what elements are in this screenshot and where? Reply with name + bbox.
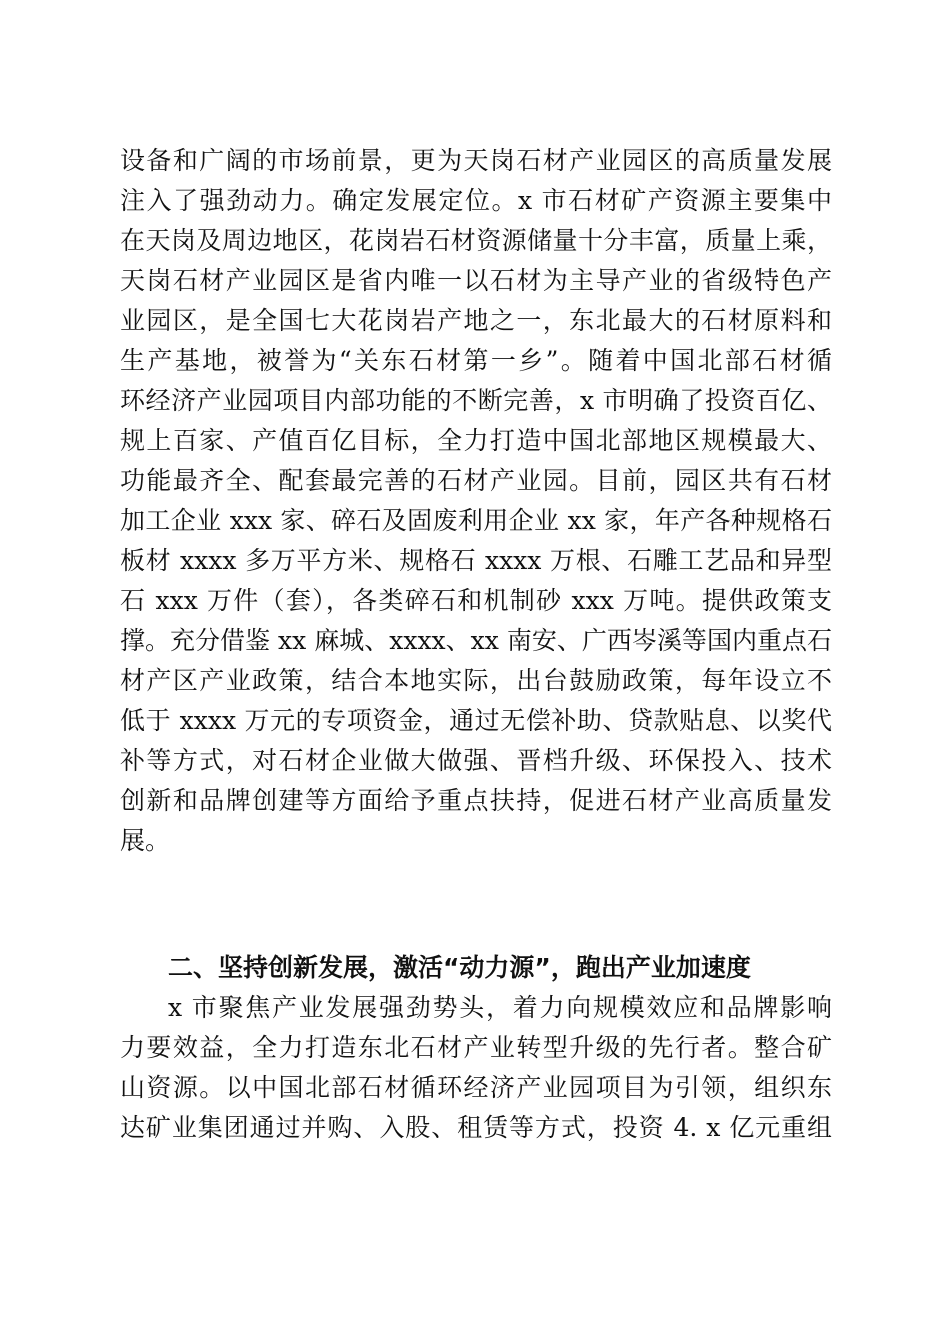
text-line: 达矿业集团通过并购、入股、租赁等方式，投资 4. x 亿元重组 bbox=[120, 1113, 832, 1142]
text-line: 注入了强劲动力。确定发展定位。x 市石材矿产资源主要集中 bbox=[120, 186, 832, 215]
text-line: 石 xxx 万件（套），各类碎石和机制砂 xxx 万吨。提供政策支 bbox=[120, 586, 832, 615]
text-line: 在天岗及周边地区，花岗岩石材资源储量十分丰富，质量上乘， bbox=[120, 226, 832, 255]
text-line: 材产区产业政策，结合本地实际，出台鼓励政策，每年设立不 bbox=[120, 666, 832, 695]
paragraph-1 bbox=[120, 141, 832, 861]
text-line: 业园区，是全国七大花岗岩产地之一，东北最大的石材原料和 bbox=[120, 306, 832, 335]
text-line: 撑。充分借鉴 xx 麻城、xxxx、xx 南安、广西岑溪等国内重点石 bbox=[120, 626, 832, 655]
text-line: 加工企业 xxx 家、碎石及固废利用企业 xx 家，年产各种规格石 bbox=[120, 506, 832, 535]
text-line: 低于 xxxx 万元的专项资金，通过无偿补助、贷款贴息、以奖代 bbox=[120, 706, 832, 735]
text-line: 功能最齐全、配套最完善的石材产业园。目前，园区共有石材 bbox=[120, 466, 832, 495]
text-line: 山资源。以中国北部石材循环经济产业园项目为引领，组织东 bbox=[120, 1073, 832, 1102]
text-line: 力要效益，全力打造东北石材产业转型升级的先行者。整合矿 bbox=[120, 1033, 832, 1062]
section-heading: 二、坚持创新发展，激活“动力源”，跑出产业加速度 bbox=[168, 953, 751, 982]
text-line: 补等方式，对石材企业做大做强、晋档升级、环保投入、技术 bbox=[120, 746, 832, 775]
text-line: 展。 bbox=[120, 826, 171, 855]
text-line: 天岗石材产业园区是省内唯一以石材为主导产业的省级特色产 bbox=[120, 266, 832, 295]
text-line: x 市聚焦产业发展强劲势头，着力向规模效应和品牌影响 bbox=[168, 993, 832, 1022]
text-line: 生产基地，被誉为“关东石材第一乡”。随着中国北部石材循 bbox=[120, 346, 832, 375]
text-line: 创新和品牌创建等方面给予重点扶持，促进石材产业高质量发 bbox=[120, 786, 832, 815]
text-line: 板材 xxxx 多万平方米、规格石 xxxx 万根、石雕工艺品和异型 bbox=[120, 546, 832, 575]
text-line: 环经济产业园项目内部功能的不断完善，x 市明确了投资百亿、 bbox=[120, 386, 832, 415]
text-line: 规上百家、产值百亿目标，全力打造中国北部地区规模最大、 bbox=[120, 426, 832, 455]
paragraph-2 bbox=[120, 988, 832, 1148]
text-line: 设备和广阔的市场前景，更为天岗石材产业园区的高质量发展 bbox=[120, 146, 832, 175]
